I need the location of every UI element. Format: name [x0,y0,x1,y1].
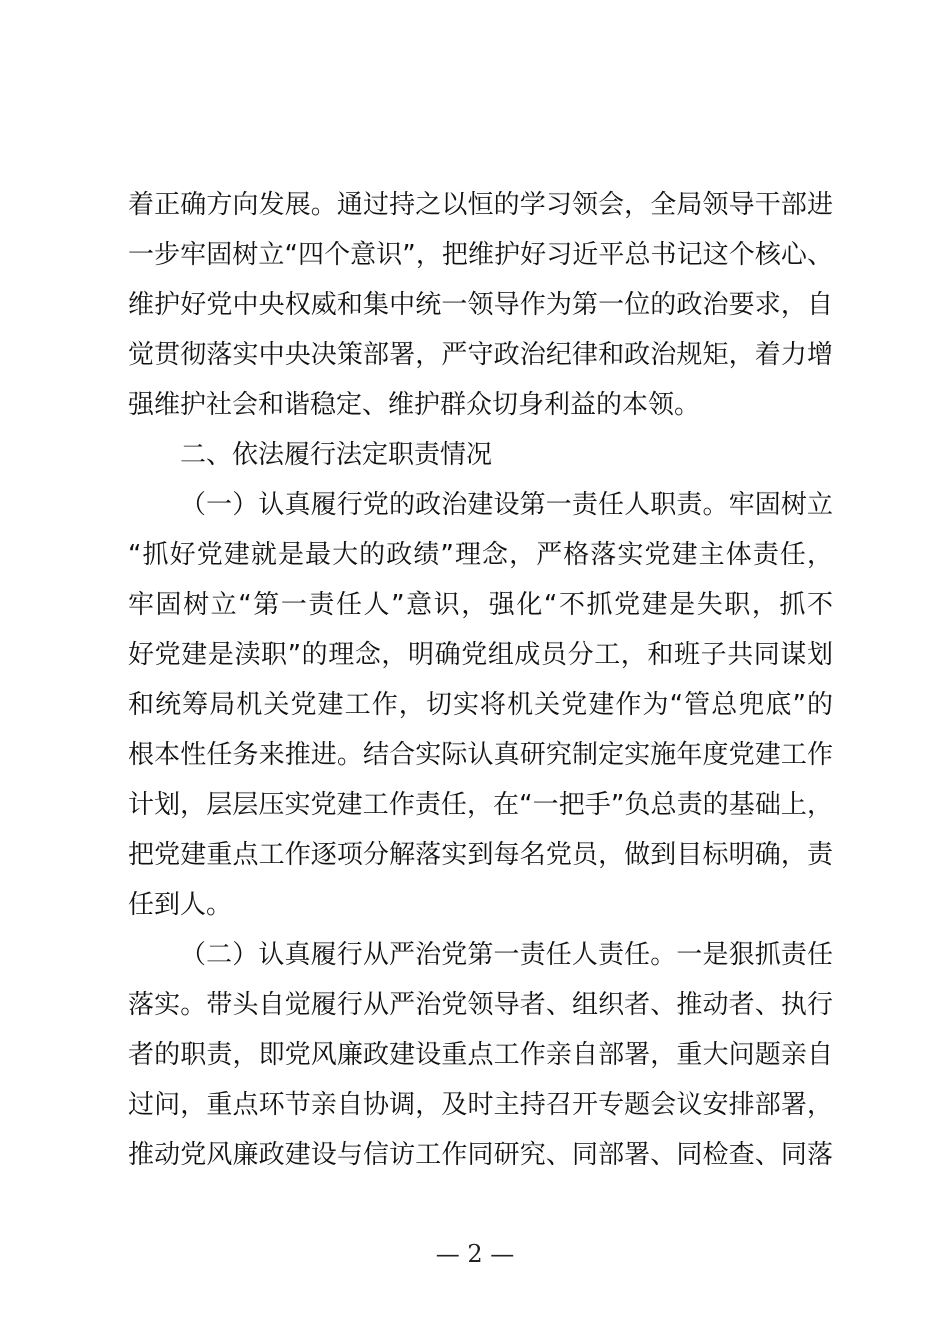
text-line: 好党建是渎职”的理念，明确党组成员分工，和班子共同谋划 [128,640,833,670]
text-line: 推动党风廉政建设与信访工作同研究、同部署、同检查、同落 [128,1140,833,1170]
text-line: 计划，层层压实党建工作责任，在“一把手”负总责的基础上， [128,790,833,820]
text-line: 觉贯彻落实中央决策部署，严守政治纪律和政治规矩，着力增 [128,340,833,370]
paragraph-first-line: （二）认真履行从严治党第一责任人责任。一是狠抓责任 [180,940,833,970]
text-line: 任到人。 [128,890,233,920]
text-line: 一步牢固树立“四个意识”，把维护好习近平总书记这个核心、 [128,240,833,270]
text-line: 着正确方向发展。通过持之以恒的学习领会，全局领导干部进 [128,190,833,220]
text-line: 强维护社会和谐稳定、维护群众切身利益的本领。 [128,390,701,420]
text-line: 和统筹局机关党建工作，切实将机关党建作为“管总兜底”的 [128,690,833,720]
text-line: 根本性任务来推进。结合实际认真研究制定实施年度党建工作 [128,740,833,770]
text-line: 牢固树立“第一责任人”意识，强化“不抓党建是失职，抓不 [128,590,833,620]
section-heading: 二、依法履行法定职责情况 [180,440,493,470]
page-number: — 2 — [435,1240,515,1268]
text-line: 维护好党中央权威和集中统一领导作为第一位的政治要求，自 [128,290,833,320]
paragraph-first-line: （一）认真履行党的政治建设第一责任人职责。牢固树立 [180,490,833,520]
text-line: “抓好党建就是最大的政绩”理念，严格落实党建主体责任， [128,540,833,570]
text-line: 把党建重点工作逐项分解落实到每名党员，做到目标明确，责 [128,840,833,870]
text-line: 者的职责，即党风廉政建设重点工作亲自部署，重大问题亲自 [128,1040,833,1070]
document-body [128,180,833,1180]
text-line: 过问，重点环节亲自协调，及时主持召开专题会议安排部署， [128,1090,833,1120]
text-line: 落实。带头自觉履行从严治党领导者、组织者、推动者、执行 [128,990,833,1020]
